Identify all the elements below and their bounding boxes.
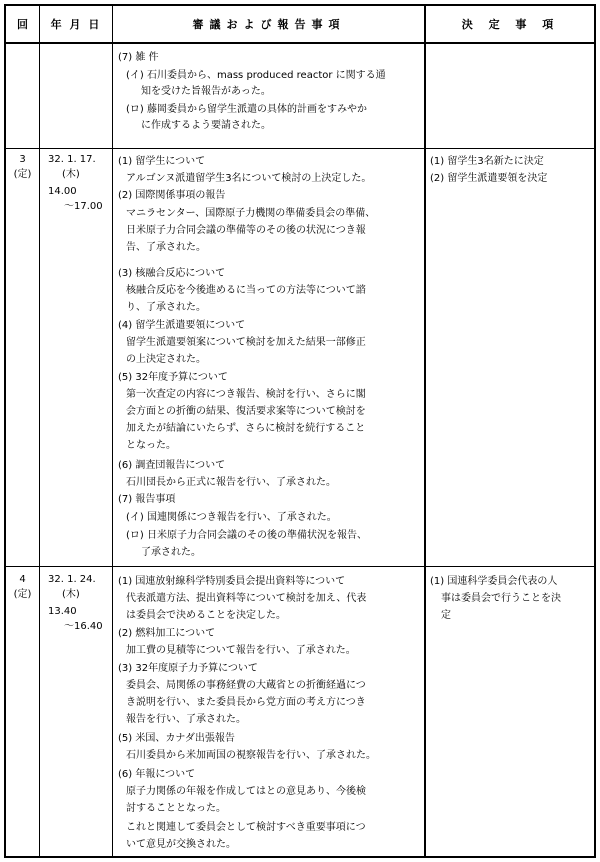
table-border-bottom bbox=[4, 856, 596, 858]
row0-line: (ロ) 藤岡委員から留学生派遣の具体的計画をすみやか bbox=[126, 104, 367, 115]
row2-line: (1) 国連放射線科学特別委員会提出資料等について bbox=[118, 576, 346, 587]
row2-line: (2) 燃料加工について bbox=[118, 628, 216, 639]
table-border-top bbox=[4, 4, 596, 6]
row2-line: 報告を行い、了承された。 bbox=[126, 714, 246, 725]
row1-line: (ロ) 日米原子力合同会議のその後の準備状況を報告、 bbox=[126, 530, 367, 541]
row1-line: (7) 報告事項 bbox=[118, 494, 176, 505]
row1-line: (4) 留学生派遣要領について bbox=[118, 320, 246, 331]
row2-decision: 定 bbox=[441, 610, 451, 621]
row1-decision: (1) 留学生3名新たに決定 bbox=[430, 156, 544, 167]
session-date: 32. 1. 24. bbox=[48, 574, 96, 585]
col-divider-3 bbox=[424, 4, 426, 858]
row2-line: (3) 32年度原子力予算について bbox=[118, 663, 258, 674]
row0-line: (イ) 石川委員から、mass produced reactor に関する通 bbox=[126, 70, 386, 81]
row1-line: 了承された。 bbox=[141, 547, 201, 558]
row1-line: (5) 32年度予算について bbox=[118, 372, 228, 383]
row1-line: (1) 留学生について bbox=[118, 156, 206, 167]
row0-line: に作成するよう要請された。 bbox=[141, 120, 271, 131]
row2-line: (6) 年報について bbox=[118, 769, 196, 780]
row1-line: 加えたが結論にいたらず、さらに検討を続行すること bbox=[126, 423, 366, 434]
table-border-left bbox=[4, 4, 6, 858]
row1-line: (6) 調査団報告について bbox=[118, 460, 226, 471]
row0-line: (7) 雑 件 bbox=[118, 52, 159, 63]
session-weekday: (木) bbox=[62, 169, 80, 180]
row2-line: 委員会、局関係の事務経費の大蔵省との折衝経過につ bbox=[126, 680, 366, 691]
session-time-end: ～17.00 bbox=[64, 201, 103, 212]
session-time-end: ～16.40 bbox=[64, 621, 103, 632]
row2-line: 代表派遣方法、提出資料等について検討を加え、代表 bbox=[126, 593, 367, 604]
row1-line: 日米原子力合同会議の準備等のその後の状況につき報 bbox=[126, 225, 366, 236]
row2-line: は委員会で決めることを決定した。 bbox=[126, 610, 286, 621]
header-date: 年 月 日 bbox=[50, 18, 102, 31]
session-time-start: 14.00 bbox=[48, 186, 77, 197]
header-deliberation: 審議および報告事項 bbox=[192, 18, 346, 31]
session-kind: (定) bbox=[13, 589, 32, 600]
header-session: 回 bbox=[17, 18, 28, 31]
row1-line: (2) 国際関係事項の報告 bbox=[118, 190, 226, 201]
session-kind: (定) bbox=[13, 169, 32, 180]
col-divider-2 bbox=[112, 4, 113, 858]
row2-line: (5) 米国、カナダ出張報告 bbox=[118, 733, 235, 744]
row1-line: 会方面との折衝の結果、復活要求案等について検討を bbox=[126, 406, 366, 417]
row1-line: 核融合反応を今後進めるに当っての方法等について諮 bbox=[126, 285, 366, 296]
row1-line: り、了承された。 bbox=[126, 302, 206, 313]
row2-line: 原子力関係の年報を作成してはとの意見あり、今後検 bbox=[126, 786, 366, 797]
row-divider-2 bbox=[4, 566, 596, 567]
row2-line: き説明を行い、また委員長から党方面の考え方につき bbox=[126, 697, 366, 708]
row1-line: 留学生派遣要領案について検討を加えた結果一部修正 bbox=[126, 337, 366, 348]
row1-decision: (2) 留学生派遣要領を決定 bbox=[430, 173, 548, 184]
session-weekday: (木) bbox=[62, 589, 80, 600]
row2-line: これと関連して委員会として検討すべき重要事項につ bbox=[126, 822, 366, 833]
row-divider-1 bbox=[4, 148, 596, 149]
header-decision: 決 定 事 項 bbox=[461, 18, 560, 31]
row2-decision: 事は委員会で行うことを決 bbox=[441, 593, 561, 604]
row1-line: 告、了承された。 bbox=[126, 242, 206, 253]
minutes-table bbox=[4, 4, 596, 858]
session-date: 32. 1. 17. bbox=[48, 154, 96, 165]
row2-line: 石川委員から米加両国の視察報告を行い、了承された。 bbox=[126, 750, 376, 761]
row1-line: の上決定された。 bbox=[126, 354, 206, 365]
row1-line: (イ) 国連関係につき報告を行い、了承された。 bbox=[126, 512, 337, 523]
header-divider bbox=[4, 42, 596, 44]
col-divider-1 bbox=[39, 4, 40, 858]
row2-line: 加工費の見積等について報告を行い、了承された。 bbox=[126, 645, 356, 656]
row1-line: 石川団長から正式に報告を行い、了承された。 bbox=[126, 477, 336, 488]
row1-line: 第一次査定の内容につき報告、検討を行い、さらに閣 bbox=[126, 389, 366, 400]
row1-line: となった。 bbox=[126, 440, 176, 451]
row2-decision: (1) 国連科学委員会代表の人 bbox=[430, 576, 558, 587]
table-border-right bbox=[594, 4, 596, 858]
row2-line: いて意見が交換された。 bbox=[126, 839, 236, 850]
row1-line: マニラセンター、国際原子力機関の準備委員会の準備、 bbox=[126, 208, 376, 219]
row0-line: 知を受けた旨報告があった。 bbox=[141, 86, 271, 97]
row1-line: アルゴンヌ派遣留学生3名について検討の上決定した。 bbox=[126, 173, 372, 184]
session-time-start: 13.40 bbox=[48, 606, 77, 617]
row1-line: (3) 核融合反応について bbox=[118, 268, 226, 279]
session-number: 4 bbox=[19, 574, 26, 585]
row2-line: 討することとなった。 bbox=[126, 803, 226, 814]
session-number: 3 bbox=[19, 154, 26, 165]
